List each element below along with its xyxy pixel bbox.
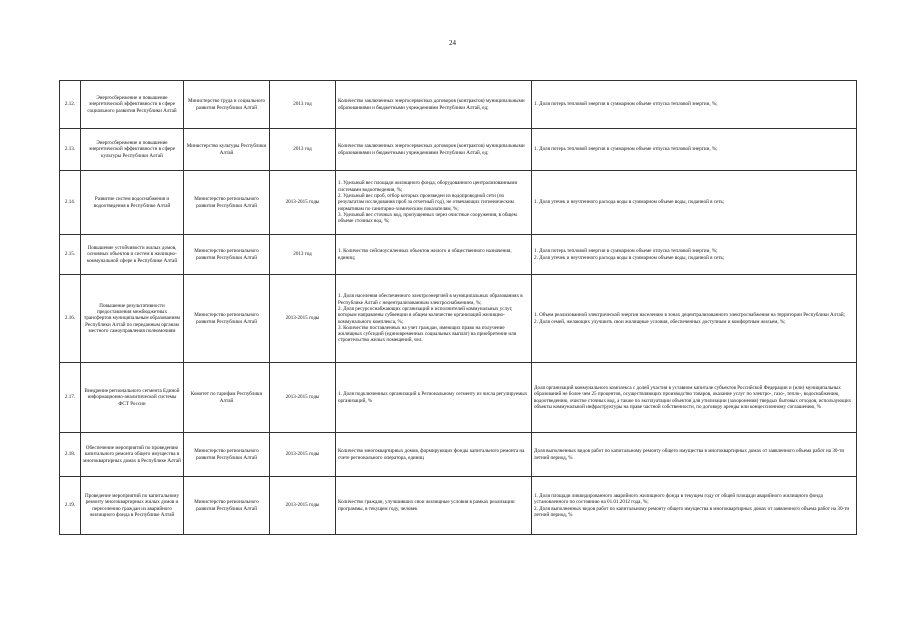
results-cell	[532, 363, 857, 433]
indicator-line: 3. Удельный вес сточных вод, пропущенных через очистные сооружения, в общем объеме сточных вод, %;	[338, 211, 517, 225]
implementation-term: 2013-2015 годы	[270, 275, 336, 363]
indicator-line: 2. Удельный вес проб, отбор которых произведен из водопроводной сети (по результатам исследования проб за отчетный год), не отвечающих гигиеническим нормативам по санитарно-химическим показателям, %;	[338, 193, 514, 212]
indicator-line: 1. Доля подключенных организаций к Региональному сегменту из числа регулируемых организаций, %	[338, 391, 528, 404]
table-row	[60, 275, 857, 363]
measure-name: Обеспечение мероприятий по проведению капитального ремонта общего имущества в многоквартирных домах в Республике Алтай	[81, 433, 184, 477]
table-row	[60, 81, 857, 129]
page-number: 24	[449, 39, 456, 47]
table-row	[60, 235, 857, 275]
indicator-line: 1. Количество сейсмоусиленных объектов жилого и общественного назначения, единиц;	[338, 248, 512, 261]
measure-name: Проведение мероприятий по капитальному ремонту многоквартирных жилых домов и переселению граждан из аварийного жилищного фонда в Республике Алтай	[81, 477, 184, 535]
indicator-line: Количество заключенных энергосервисных договоров (контрактов) муниципальными образованиями и бюджетными учреждениями Республики Алтай, ед;	[338, 143, 525, 156]
indicators-cell	[336, 129, 532, 171]
measure-name: Внедрение регионального сегмента Единой информационно-аналитической системы ФСТ России	[81, 363, 184, 433]
results-cell	[532, 81, 857, 129]
results-cell	[532, 275, 857, 363]
table-row	[60, 171, 857, 235]
result-line: Доля выполненных видов работ по капитальному ремонту общего имущества в многоквартирных домах от заявленного объема работ на 30-ти летний период, %	[534, 448, 845, 461]
measure-name: Развитие систем водоснабжения и водоотведения в Республике Алтай	[81, 171, 184, 235]
indicators-cell	[336, 235, 532, 275]
result-line: 1. Доля площади ликвидированного аварийного жилищного фонда в текущем году от общей площади аварийного жилищного фонда установленного по состоянию на 01.01.2012 года, %;	[534, 492, 823, 506]
indicators-cell	[336, 433, 532, 477]
implementation-term: 2013-2015 годы	[270, 477, 336, 535]
executor: Министерство регионального развития Республики Алтай	[184, 171, 270, 235]
measures-table	[59, 80, 857, 535]
implementation-term: 2013-2015 годы	[270, 433, 336, 477]
executor: Министерство регионального развития Республики Алтай	[184, 433, 270, 477]
indicator-line: 2. Доля ресурсоснабжающих организаций и исполнителей коммунальных услуг, которым направлены субвенции в общем количестве организаций жилищно-коммунального комплекса, %;	[338, 305, 513, 325]
executor: Министерство регионального развития Республики Алтай	[184, 477, 270, 535]
row-number: 2.19.	[60, 477, 81, 535]
results-cell	[532, 171, 857, 235]
result-line: 1. Объем реализованной электрической энергии населению в зонах децентрализованного электроснабжения на территории Республики Алтай;	[534, 312, 845, 319]
indicator-line: Количество многоквартирных домов, формирующих фонды капитального ремонта на счете регионального оператора, единиц	[338, 448, 525, 461]
executor: Министерство труда и социального развития Республики Алтай	[184, 81, 270, 129]
row-number: 2.15.	[60, 235, 81, 275]
table-row	[60, 433, 857, 477]
result-line: 2. Доля семей, желающих улучшить свои жилищные условия, обеспеченных доступным и комфортным жильем, %;	[534, 318, 786, 325]
indicators-cell	[336, 81, 532, 129]
result-line: 1. Доля потерь тепловой энергии в суммарном объеме отпуска тепловой энергии, %;	[534, 146, 718, 153]
implementation-term: 2013 год	[270, 81, 336, 129]
table-row	[60, 363, 857, 433]
executor: Министерство регионального развития Республики Алтай	[184, 275, 270, 363]
result-line: 1. Доля потерь тепловой энергии в суммарном объеме отпуска тепловой энергии, %;	[534, 101, 718, 108]
result-line: 1. Доля утечек и неучтенного расхода воды в суммарном объеме воды, поданной в сеть;	[534, 199, 725, 206]
indicators-cell	[336, 171, 532, 235]
results-cell	[532, 477, 857, 535]
measure-name: Энергосбережение и повышение энергетической эффективности в сфере культуры Республики Алтай	[81, 129, 184, 171]
indicator-line: 1. Удельный вес площади жилищного фонда, оборудованного централизованными системами водоотведения, %;	[338, 180, 518, 193]
indicator-line: 3. Количество поставленных на учет граждан, имеющих право на получение жилищных субсидий (единовременных социальных выплат) на приобретение или строительство жилых помещений, чел.	[338, 324, 517, 344]
row-number: 2.14.	[60, 171, 81, 235]
implementation-term: 2013-2015 годы	[270, 171, 336, 235]
measure-name: Повышение результативности предоставления межбюджетных трансфертов муниципальным образованиям Республики Алтай по переданным органам местного самоуправления полномочиям	[81, 275, 184, 363]
implementation-term: 2013 год	[270, 235, 336, 275]
result-line: 2. Доля выполненных видов работ по капитальному ремонту общего имущества в многоквартирных домах от заявленного объема работ на 30-ти летний период, %	[534, 505, 850, 518]
executor: Комитет по тарифам Республики Алтай	[184, 363, 270, 433]
row-number: 2.17.	[60, 363, 81, 433]
row-number: 2.12.	[60, 81, 81, 129]
results-cell	[532, 433, 857, 477]
indicator-line: Количество заключенных энергосервисных договоров (контрактов) муниципальными образованиями и бюджетными учреждениями Республики Алтай, ед;	[338, 98, 525, 111]
indicator-line: 1. Доля населения обеспеченного электроэнергией в муниципальных образованиях в Республике Алтай с нецентрализованным электроснабжением, %;	[338, 293, 523, 306]
implementation-term: 2013 год	[270, 129, 336, 171]
indicators-cell	[336, 363, 532, 433]
executor: Министерство культуры Республики Алтай	[184, 129, 270, 171]
indicator-line: Количество граждан, улучшивших свои жилищные условия в рамках реализации программы, в текущем году, человек	[338, 499, 515, 512]
measure-name: Повышение устойчивости жилых домов, основных объектов и систем в жилищно-коммунальной сфере в Республике Алтай	[81, 235, 184, 275]
row-number: 2.18.	[60, 433, 81, 477]
result-line: 1. Доля потерь тепловой энергии в суммарном объеме отпуска тепловой энергии, %;	[534, 248, 718, 255]
row-number: 2.16.	[60, 275, 81, 363]
results-cell	[532, 235, 857, 275]
table-row	[60, 129, 857, 171]
indicators-cell	[336, 275, 532, 363]
results-cell	[532, 129, 857, 171]
measure-name: Энергосбережение и повышение энергетической эффективности в сфере социального развития Республики Алтай	[81, 81, 184, 129]
implementation-term: 2013-2015 годы	[270, 363, 336, 433]
result-line: Доля организаций коммунального комплекса с долей участия в уставном капитале субъектов Российской Федерации и (или) муниципальных образований не более чем 25 процентов, осуществляющих производство товаров, оказание услуг по электро-, газо-, тепло-, водоснабжению, водоотведению, очистке сточных вод, а также по эксплуатации объектов для утилизации (захоронения) твердых бытовых отходов, использующих объекты коммунальной инфраструктуры на праве частной собственности, по договору аренды или концессионному соглашению, %	[534, 384, 852, 410]
table-row	[60, 477, 857, 535]
row-number: 2.13.	[60, 129, 81, 171]
result-line: 2. Доля утечек и неучтенного расхода воды в суммарном объеме воды, поданной в сеть;	[534, 254, 725, 261]
executor: Министерство регионального развития Республики Алтай	[184, 235, 270, 275]
indicators-cell	[336, 477, 532, 535]
